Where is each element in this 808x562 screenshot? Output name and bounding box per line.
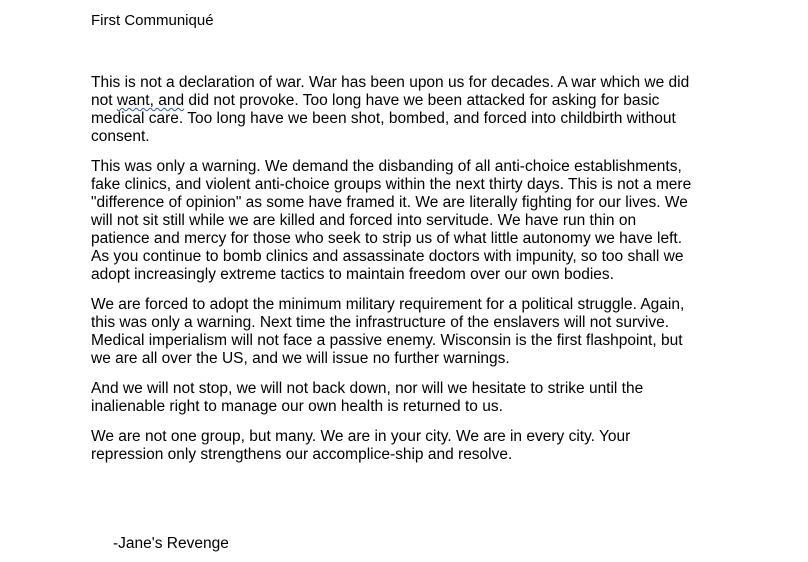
document-title: First Communiqué <box>91 12 214 29</box>
text-line: As you continue to bomb clinics and assassinate doctors with impunity, so too shall we <box>91 248 684 265</box>
paragraph <box>91 380 731 416</box>
paragraph <box>91 158 731 284</box>
text-line: inalienable right to manage our own health is returned to us. <box>91 398 503 415</box>
spellcheck-flagged-text: want, and <box>116 92 185 109</box>
text-line: this was only a warning. Next time the infrastructure of the enslavers will not survive. <box>91 314 670 331</box>
text-line: will not sit still while we are killed and forced into servitude. We have run thin on <box>91 212 637 229</box>
paragraph <box>91 74 731 146</box>
text-line: we are all over the US, and we will issue no further warnings. <box>91 350 510 367</box>
text-line: adopt increasingly extreme tactics to maintain freedom over our own bodies. <box>91 266 614 283</box>
text-line: We are not one group, but many. We are in your city. We are in every city. Your <box>91 428 631 445</box>
text-line: This was only a warning. We demand the disbanding of all anti-choice establishments, <box>91 158 682 175</box>
paragraph <box>91 428 731 464</box>
text-line: Medical imperialism will not face a passive enemy. Wisconsin is the first flashpoint, but <box>91 332 683 349</box>
text-line <box>91 92 731 110</box>
text-line: We are forced to adopt the minimum military requirement for a political struggle. Again, <box>91 296 685 313</box>
paragraph <box>91 296 731 368</box>
text-segment: not <box>91 92 117 109</box>
text-line: patience and mercy for those who seek to strip us of what little autonomy we have left. <box>91 230 683 247</box>
text-line: repression only strengthens our accomplice-ship and resolve. <box>91 446 513 463</box>
text-line: consent. <box>91 128 150 145</box>
text-line: fake clinics, and violent anti-choice groups within the next thirty days. This is not a mere <box>91 176 692 193</box>
text-line: And we will not stop, we will not back down, nor will we hesitate to strike until the <box>91 380 644 397</box>
text-line: medical care. Too long have we been shot, bombed, and forced into childbirth without <box>91 110 676 127</box>
text-line: "difference of opinion" as some have framed it. We are literally fighting for our lives. We <box>91 194 688 211</box>
text-segment: did not provoke. Too long have we been attacked for asking for basic <box>184 92 660 109</box>
document-body <box>91 74 731 476</box>
text-line: This is not a declaration of war. War has been upon us for decades. A war which we did <box>91 74 690 91</box>
signature: -Jane's Revenge <box>113 535 229 552</box>
